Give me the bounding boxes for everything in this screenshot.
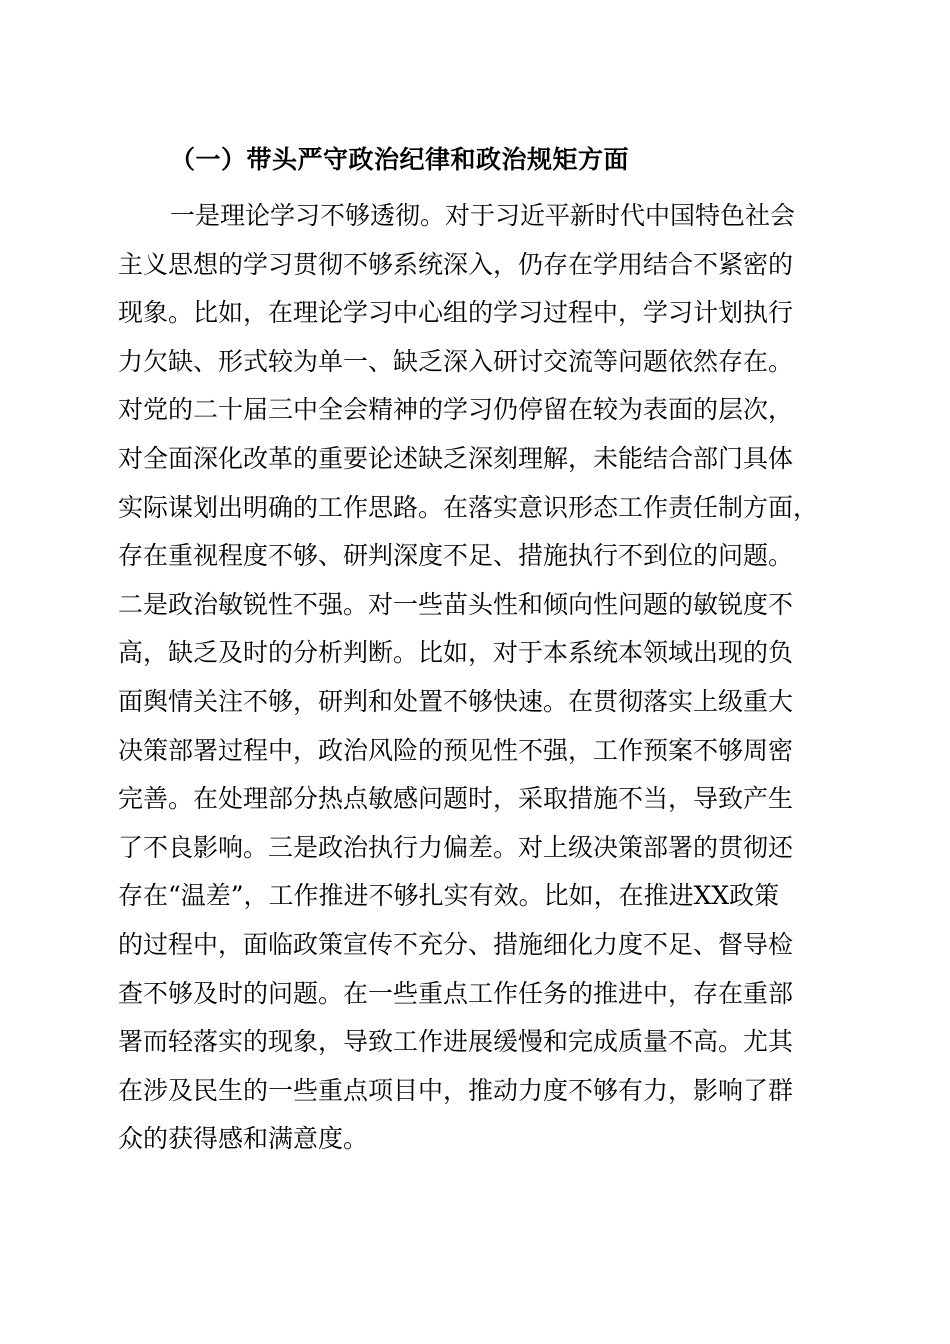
text-line: 决策部署过程中，政治风险的预见性不强，工作预案不够周密	[118, 735, 794, 765]
text-line: 力欠缺、形式较为单一、缺乏深入研讨交流等问题依然存在。	[118, 346, 794, 376]
text-line: 面舆情关注不够，研判和处置不够快速。在贯彻落实上级重大	[118, 686, 794, 716]
text-line: 存在“温差”，工作推进不够扎实有效。比如，在推进XX政策	[118, 881, 780, 911]
text-line: 在涉及民生的一些重点项目中，推动力度不够有力，影响了群	[118, 1075, 794, 1105]
body-paragraph	[118, 192, 838, 1164]
text-line: 现象。比如，在理论学习中心组的学习过程中，学习计划执行	[118, 298, 794, 328]
text-line: 对党的二十届三中全会精神的学习仍停留在较为表面的层次，	[118, 395, 794, 425]
text-line: 一是理论学习不够透彻。对于习近平新时代中国特色社会	[170, 201, 796, 230]
text-line: 查不够及时的问题。在一些重点工作任务的推进中，存在重部	[118, 978, 794, 1008]
text-line: 了不良影响。三是政治执行力偏差。对上级决策部署的贯彻还	[118, 832, 794, 862]
text-line: 署而轻落实的现象，导致工作进展缓慢和完成质量不高。尤其	[118, 1027, 794, 1057]
section-heading: （一）带头严守政治纪律和政治规矩方面	[170, 145, 630, 174]
text-line: 主义思想的学习贯彻不够系统深入，仍存在学用结合不紧密的	[118, 249, 794, 279]
text-line: 实际谋划出明确的工作思路。在落实意识形态工作责任制方面，	[118, 492, 819, 522]
text-line: 完善。在处理部分热点敏感问题时，采取措施不当，导致产生	[118, 784, 794, 814]
text-line: 高，缺乏及时的分析判断。比如，对于本系统本领域出现的负	[118, 638, 794, 668]
text-line: 众的获得感和满意度。	[118, 1124, 369, 1154]
text-line: 对全面深化改革的重要论述缺乏深刻理解，未能结合部门具体	[118, 443, 794, 473]
text-line: 存在重视程度不够、研判深度不足、措施执行不到位的问题。	[118, 541, 794, 571]
text-line: 二是政治敏锐性不强。对一些苗头性和倾向性问题的敏锐度不	[118, 589, 794, 619]
text-line: 的过程中，面临政策宣传不充分、措施细化力度不足、督导检	[118, 929, 794, 959]
